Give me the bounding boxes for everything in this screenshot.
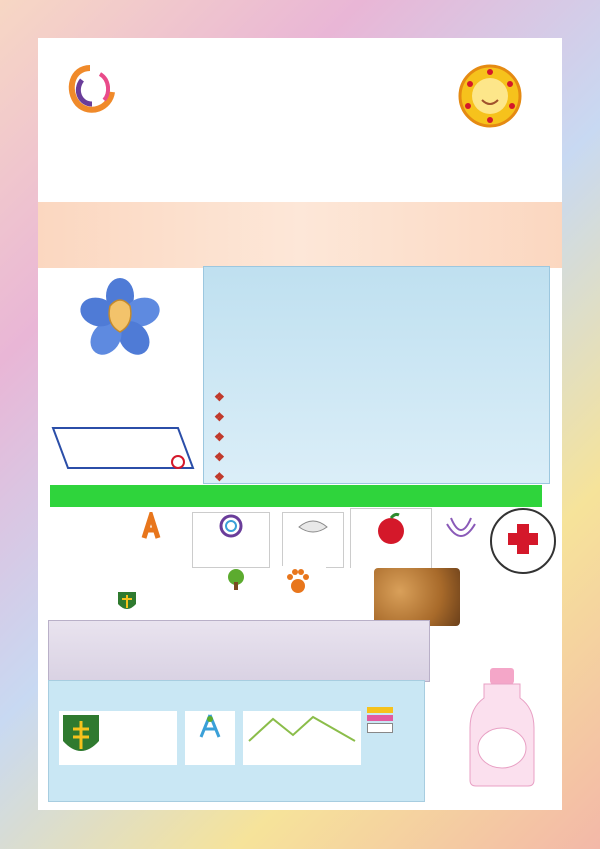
program-item: [214, 427, 234, 447]
logo-navrat: [126, 512, 176, 564]
pastry-photo: [374, 568, 460, 626]
red-cross-icon: [494, 510, 552, 568]
paw-icon: [283, 566, 313, 596]
entry-banner: [48, 620, 430, 682]
children-border-bottom: [0, 811, 600, 849]
coat-of-arms-icon: [116, 590, 138, 616]
unia-swirl-icon: [60, 60, 120, 120]
hajovcek-logo: [48, 408, 198, 478]
logo-agro-banova: [185, 711, 235, 765]
flower-icon: [50, 278, 190, 358]
logo-coreta: [367, 707, 393, 767]
water-bottle-image: [422, 668, 562, 788]
program-item: [214, 467, 234, 487]
logo-cvi: [192, 512, 270, 568]
mila-pre-mamu-logo: [456, 62, 524, 130]
zilina-coat-of-arms-icon: [61, 713, 101, 763]
program-box: [203, 266, 550, 484]
logo-zsk: [116, 586, 196, 620]
activities-bar: [50, 485, 542, 507]
children-border-top: [0, 0, 600, 38]
poster-card: [38, 38, 562, 810]
activities-text: [50, 485, 542, 487]
people-icon: [136, 512, 166, 540]
diamond-bullet-icon: ❖: [214, 470, 225, 484]
logo-cerveny-kriz: [490, 508, 556, 574]
handshake-icon: [295, 513, 331, 539]
logo-mesto-zilina: [59, 711, 177, 765]
mountain-icon: [243, 711, 361, 745]
program-item: [214, 387, 234, 407]
logo-lesopark: [210, 568, 262, 620]
circle-logo-icon: [216, 513, 246, 539]
diamond-bullet-icon: ❖: [214, 430, 225, 444]
diamond-bullet-icon: ❖: [214, 450, 225, 464]
agro-icon: [195, 711, 225, 741]
children-border-right: [562, 0, 600, 849]
nezabudka-logo: [50, 278, 190, 398]
diamond-bullet-icon: ❖: [214, 390, 225, 404]
entry-line1: [75, 629, 82, 646]
tree-icon: [224, 568, 248, 590]
diamond-bullet-icon: ❖: [214, 410, 225, 424]
program-item: [214, 447, 234, 467]
entry-line2: [159, 651, 165, 663]
logo-narac: [56, 516, 116, 560]
invite-band: [38, 202, 562, 268]
logo-dom-seniorov: [282, 512, 344, 568]
program-list: [214, 387, 234, 487]
logo-zahradne-centrum: [350, 508, 432, 572]
unia-logo: [60, 60, 120, 120]
logo-life-care: [243, 711, 361, 765]
logo-harmonia: [436, 512, 486, 566]
face-logo-icon: [441, 512, 481, 546]
apple-icon: [371, 511, 411, 545]
program-item: [214, 407, 234, 427]
logo-havino: [270, 566, 326, 622]
sponsors-box: [48, 680, 425, 802]
children-border-left: [0, 0, 38, 849]
